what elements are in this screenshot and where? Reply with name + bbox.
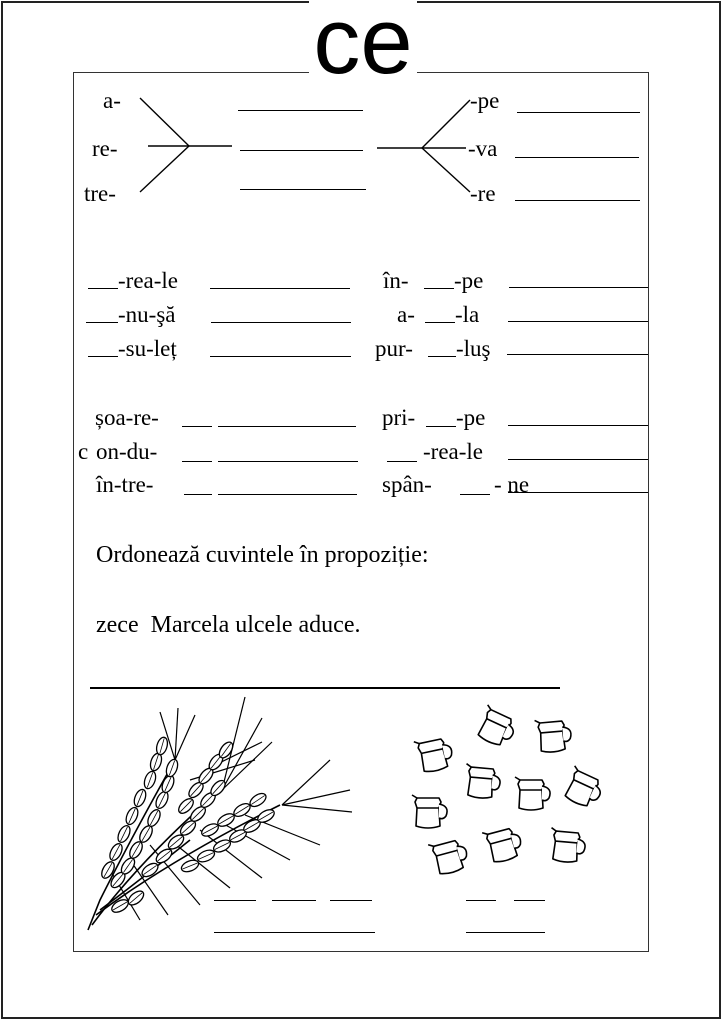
syllable-right-end: -pe bbox=[454, 268, 484, 293]
letter-line[interactable] bbox=[514, 900, 545, 901]
jug-icon bbox=[474, 705, 520, 750]
letter-line[interactable] bbox=[466, 900, 496, 901]
jug-icon bbox=[515, 777, 550, 810]
instruction-text: Ordonează cuvintele în propoziție: bbox=[96, 542, 429, 568]
letter-line[interactable] bbox=[272, 900, 316, 901]
syllable-right-start: pur- bbox=[375, 336, 413, 361]
syllable-left: -rea-le bbox=[118, 268, 178, 293]
word-line[interactable] bbox=[466, 932, 545, 933]
jug-icon bbox=[561, 766, 607, 811]
word-line[interactable] bbox=[214, 932, 375, 933]
prefix-re: re- bbox=[92, 136, 118, 161]
prefix-tre: tre- bbox=[84, 181, 116, 206]
jug-icon bbox=[412, 795, 447, 828]
syllable-right-end: -pe bbox=[456, 405, 486, 430]
syllable-right-end: - ne bbox=[494, 472, 530, 497]
letter-line[interactable] bbox=[330, 900, 372, 901]
jug-icon bbox=[482, 824, 524, 865]
syllable-left: șoa-re- bbox=[95, 405, 159, 430]
prefix-a: a- bbox=[103, 88, 121, 113]
syllable-right-end: -rea-le bbox=[423, 439, 483, 464]
suffix-re: -re bbox=[470, 181, 496, 206]
jug-icon bbox=[464, 764, 502, 800]
stray-letter: c bbox=[78, 439, 89, 464]
jug-icon bbox=[549, 828, 587, 864]
syllable-left: on-du- bbox=[96, 439, 158, 464]
syllable-right-end: -luş bbox=[456, 336, 491, 361]
scrambled-sentence: zece Marcela ulcele aduce. bbox=[96, 612, 361, 638]
syllable-right-start: a- bbox=[397, 302, 415, 327]
letter-line[interactable] bbox=[214, 900, 256, 901]
syllable-right-end: -la bbox=[455, 302, 480, 327]
syllable-left: -su-leț bbox=[118, 336, 177, 361]
syllable-left: în-tre- bbox=[96, 472, 154, 497]
syllable-right-start: spân- bbox=[382, 472, 432, 497]
jug-icon bbox=[535, 717, 573, 753]
syllable-right-start: în- bbox=[383, 268, 409, 293]
syllable-left: -nu-şă bbox=[118, 302, 176, 327]
jug-icon bbox=[428, 836, 470, 877]
jug-icon bbox=[414, 734, 455, 774]
suffix-va: -va bbox=[468, 136, 498, 161]
suffix-pe: -pe bbox=[470, 88, 500, 113]
syllable-right-start: pri- bbox=[382, 405, 416, 430]
page-title: ce bbox=[0, 0, 726, 88]
